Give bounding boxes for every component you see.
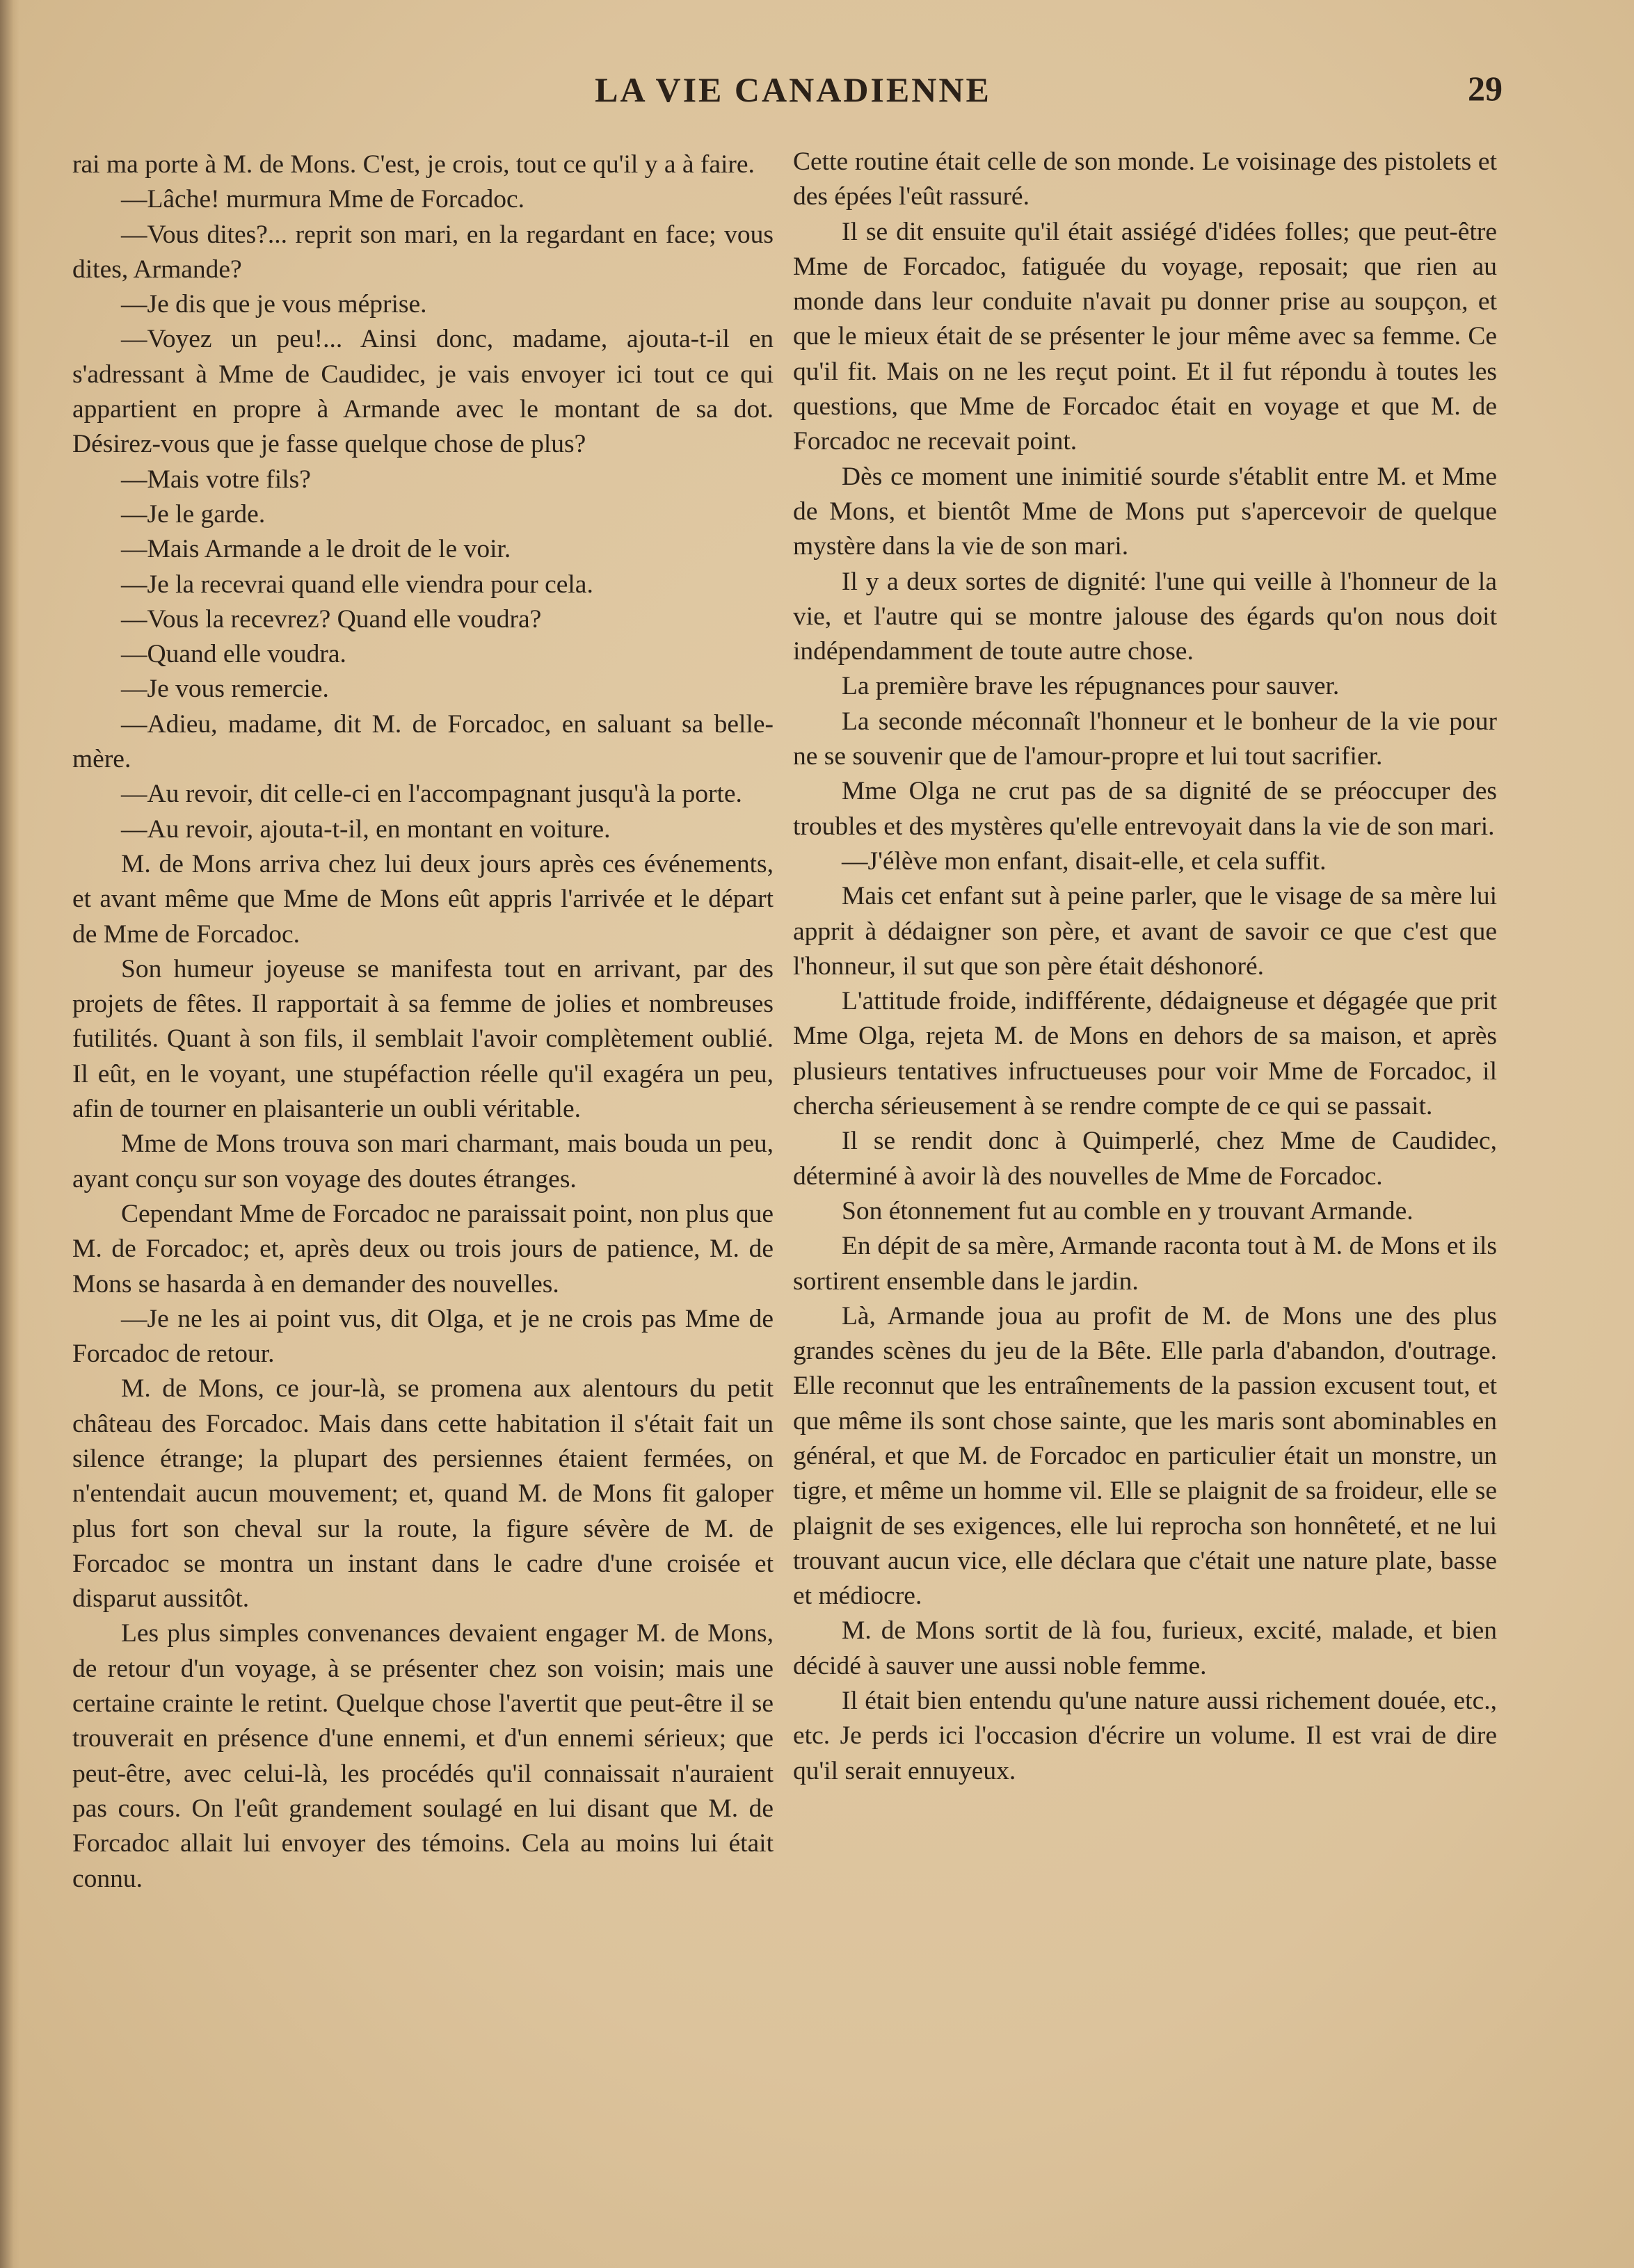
- paragraph: —Au revoir, ajouta-t-il, en montant en voiture.: [121, 814, 611, 844]
- paragraph: Il se rendit donc à Quimperlé, chez Mme de Caudidec, déterminé à avoir là des nouvelles de Mme de Forcadoc.: [793, 1127, 1497, 1191]
- paragraph: —Mais votre fils?: [121, 465, 311, 494]
- right-text-column: [793, 145, 1497, 1789]
- page-binding-edge: [0, 0, 19, 2268]
- paragraph: Il y a deux sortes de dignité: l'une qui veille à l'honneur de la vie, et l'autre qui se montre jalouse des égards qu'on nous doit indépendamment de toute autre chose.: [793, 567, 1497, 666]
- page-number: 29: [1468, 69, 1503, 108]
- left-text-column: [72, 147, 774, 1897]
- paragraph: Son étonnement fut au comble en y trouvant Armande.: [842, 1196, 1413, 1225]
- paragraph: —Adieu, madame, dit M. de Forcadoc, en saluant sa belle-mère.: [72, 709, 774, 774]
- paragraph: —Je la recevrai quand elle viendra pour cela.: [121, 570, 593, 599]
- paragraph: La première brave les répugnances pour sauver.: [842, 672, 1340, 701]
- paragraph: L'attitude froide, indifférente, dédaigneuse et dégagée que prit Mme Olga, rejeta M. de Mons en dehors de sa maison, et après plusieurs tentatives infructueuses pour voir Mme de Forcadoc, il chercha sérieusement à se rendre compte de ce qui se passait.: [793, 987, 1497, 1121]
- paragraph: —Au revoir, dit celle-ci en l'accompagnant jusqu'à la porte.: [121, 780, 742, 809]
- paragraph: Là, Armande joua au profit de M. de Mons une des plus grandes scènes du jeu de la Bête. Elle parla d'abandon, d'outrage. Elle reconnut que les entraînements de la passion excusent tout, et que même ils sont chose sainte, que les maris sont abominables en général, et que M. de Forcadoc en particulier était un monstre, un tigre, et même un homme vil. Elle se plaignit de sa froideur, elle se plaignit de ses exigences, elle lui reprocha son honnêteté, et ne lui trouvant aucun vice, elle déclara que c'était une nature plate, basse et médiocre.: [793, 1301, 1497, 1611]
- paragraph: —Je dis que je vous méprise.: [121, 290, 427, 319]
- paragraph: —Mais Armande a le droit de le voir.: [121, 535, 511, 564]
- paragraph: Mais cet enfant sut à peine parler, que le visage de sa mère lui apprit à dédaigner son père, et avant de savoir ce que c'est que l'honneur, il sut que son père était déshonoré.: [793, 882, 1497, 981]
- paragraph: —Vous la recevrez? Quand elle voudra?: [121, 604, 542, 634]
- paragraph: —Je le garde.: [121, 499, 266, 529]
- paragraph: —Quand elle voudra.: [121, 640, 346, 669]
- paragraph: Il se dit ensuite qu'il était assiégé d'idées folles; que peut-être Mme de Forcadoc, fatiguée du voyage, reposait; que rien au monde dans leur conduite n'avait pu donner prise au soupçon, et que le mieux était de se présenter le jour même avec sa femme. Ce qu'il fit. Mais on ne les reçut point. Et il fut répondu à toutes les questions, que Mme de Forcadoc était en voyage et que M. de Forcadoc ne recevait point.: [793, 217, 1497, 456]
- paragraph: M. de Mons arriva chez lui deux jours après ces événements, et avant même que Mme de Mons eût appris l'arrivée et le départ de Mme de Forcadoc.: [72, 849, 774, 949]
- paragraph: Son humeur joyeuse se manifesta tout en arrivant, par des projets de fêtes. Il rapportait à sa femme de jolies et nombreuses futilités. Quant à son fils, il semblait l'avoir complètement oublié. Il eût, en le voyant, une stupéfaction réelle qu'il exagéra un peu, afin de tourner en plaisanterie un oubli véritable.: [72, 954, 774, 1124]
- paragraph: Dès ce moment une inimitié sourde s'établit entre M. et Mme de Mons, et bientôt Mme de Mons put s'apercevoir de quelque mystère dans la vie de son mari.: [793, 462, 1497, 561]
- paragraph: Il était bien entendu qu'une nature aussi richement douée, etc., etc. Je perds ici l'occasion d'écrire un volume. Il est vrai de dire qu'il serait ennuyeux.: [793, 1687, 1497, 1785]
- paragraph: En dépit de sa mère, Armande raconta tout à M. de Mons et ils sortirent ensemble dans le jardin.: [793, 1232, 1497, 1296]
- paragraph: —Je ne les ai point vus, dit Olga, et je ne crois pas Mme de Forcadoc de retour.: [72, 1304, 774, 1369]
- paragraph: M. de Mons, ce jour-là, se promena aux alentours du petit château des Forcadoc. Mais dans cette habitation il s'était fait un silence étrange; la plupart des persiennes étaient fermées, on n'entendait aucun mouvement; et, quand M. de Mons fit galoper plus fort son cheval sur la route, la figure sévère de M. de Forcadoc se montra un instant dans le cadre d'une croisée et disparut aussitôt.: [72, 1374, 774, 1614]
- paragraph: —Lâche! murmura Mme de Forcadoc.: [121, 185, 524, 214]
- paragraph: —Vous dites?... reprit son mari, en la regardant en face; vous dites, Armande?: [72, 220, 774, 284]
- paragraph: M. de Mons sortit de là fou, furieux, excité, malade, et bien décidé à sauver une aussi noble femme.: [793, 1616, 1497, 1680]
- paragraph: Cependant Mme de Forcadoc ne paraissait point, non plus que M. de Forcadoc; et, après deux ou trois jours de patience, M. de Mons se hasarda à en demander des nouvelles.: [72, 1199, 774, 1298]
- paragraph: —Voyez un peu!... Ainsi donc, madame, ajouta-t-il en s'adressant à Mme de Caudidec, je vais envoyer ici tout ce qui appartient en propre à Armande avec le montant de sa dot. Désirez-vous que je fasse quelque chose de plus?: [72, 325, 774, 459]
- paragraph: Mme Olga ne crut pas de sa dignité de se préoccuper des troubles et des mystères qu'elle entrevoyait dans la vie de son mari.: [793, 777, 1497, 841]
- paragraph: La seconde méconnaît l'honneur et le bonheur de la vie pour ne se souvenir que de l'amour-propre et lui tout sacrifier.: [793, 707, 1497, 771]
- paragraph: Mme de Mons trouva son mari charmant, mais bouda un peu, ayant conçu sur son voyage des doutes étranges.: [72, 1129, 774, 1193]
- paragraph: Cette routine était celle de son monde. Le voisinage des pistolets et des épées l'eût rassuré.: [793, 147, 1497, 211]
- paragraph: —Je vous remercie.: [121, 675, 329, 704]
- paragraph: Les plus simples convenances devaient engager M. de Mons, de retour d'un voyage, à se présenter chez son voisin; mais une certaine crainte le retint. Quelque chose l'avertit que peut-être il se trouverait en présence d'une ennemi, et d'un ennemi sérieux; que peut-être, avec celui-là, les procédés qu'il connaissait n'auraient pas cours. On l'eût grandement soulagé en lui disant que M. de Forcadoc allait lui envoyer des témoins. Cela au moins lui était connu.: [72, 1619, 774, 1893]
- running-header-title: LA VIE CANADIENNE: [595, 70, 991, 109]
- paragraph: rai ma porte à M. de Mons. C'est, je crois, tout ce qu'il y a à faire.: [72, 150, 755, 179]
- paragraph: —J'élève mon enfant, disait-elle, et cela suffit.: [842, 846, 1327, 876]
